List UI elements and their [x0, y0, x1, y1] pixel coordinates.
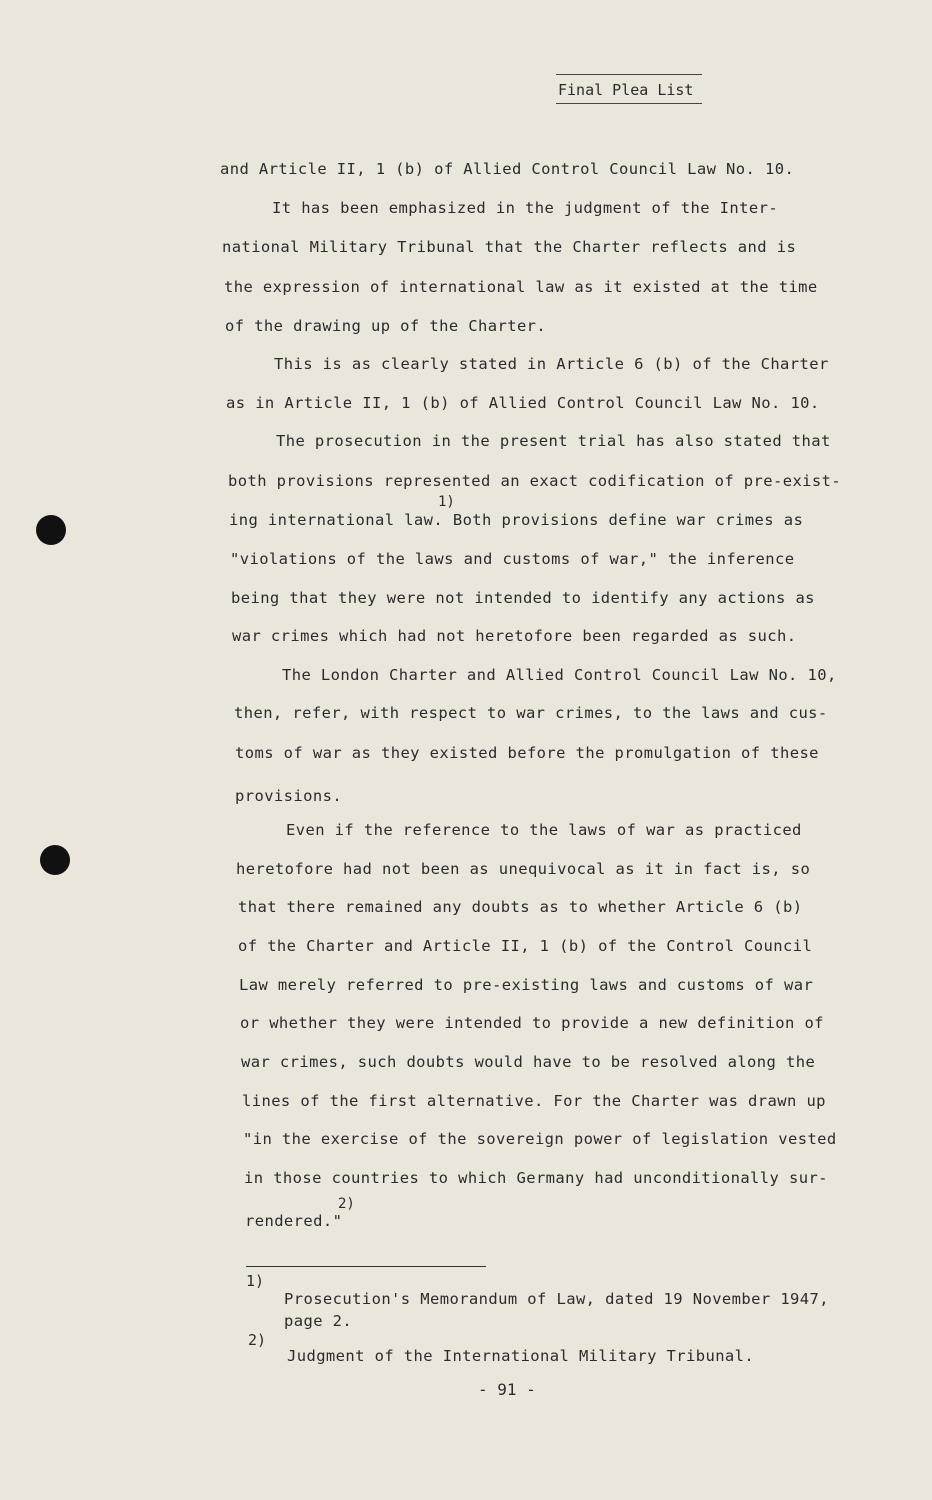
punch-hole-bottom — [40, 845, 70, 875]
body-line-17: provisions. — [235, 787, 343, 805]
body-line-14: The London Charter and Allied Control Council Law No. 10, — [282, 666, 837, 684]
footnote-1-text-cont: page 2. — [284, 1312, 353, 1330]
header-title: Final Plea List — [558, 81, 694, 99]
header-top-rule — [556, 74, 702, 75]
body-line-1: and Article II, 1 (b) of Allied Control Council Law No. 10. — [220, 160, 795, 178]
body-line-21: of the Charter and Article II, 1 (b) of the Control Council — [238, 937, 813, 955]
body-line-26: "in the exercise of the sovereign power of legislation vested — [243, 1130, 837, 1148]
body-line-10: ing international law. Both provisions define war crimes as — [229, 511, 804, 529]
body-line-16: toms of war as they existed before the promulgation of these — [235, 744, 819, 762]
body-line-4: the expression of international law as it existed at the time — [224, 278, 818, 296]
body-line-27: in those countries to which Germany had unconditionally sur- — [244, 1169, 828, 1187]
body-line-20: that there remained any doubts as to whether Article 6 (b) — [238, 898, 803, 916]
footnote-ref-2: 2) — [338, 1196, 355, 1212]
body-line-23: or whether they were intended to provide a new definition of — [240, 1014, 824, 1032]
footnote-divider — [246, 1266, 486, 1267]
body-line-28: rendered." — [245, 1212, 343, 1230]
page-header — [556, 74, 702, 104]
body-line-19: heretofore had not been as unequivocal as it in fact is, so — [236, 860, 811, 878]
body-line-13: war crimes which had not heretofore been regarded as such. — [232, 627, 797, 645]
page-number: - 91 - — [478, 1380, 536, 1399]
body-line-8: The prosecution in the present trial has also stated that — [276, 432, 831, 450]
body-line-9: both provisions represented an exact codification of pre-exist- — [228, 472, 842, 490]
footnote-1-text: Prosecution's Memorandum of Law, dated 19 November 1947, — [284, 1290, 829, 1308]
footnote-1-number: 1) — [246, 1272, 265, 1290]
body-line-22: Law merely referred to pre-existing laws and customs of war — [239, 976, 814, 994]
body-line-25: lines of the first alternative. For the Charter was drawn up — [242, 1092, 826, 1110]
body-line-15: then, refer, with respect to war crimes, to the laws and cus- — [234, 704, 828, 722]
body-line-2: It has been emphasized in the judgment of the Inter- — [272, 199, 779, 217]
footnote-ref-1: 1) — [438, 494, 455, 510]
body-line-7: as in Article II, 1 (b) of Allied Control Council Law No. 10. — [226, 394, 820, 412]
body-line-5: of the drawing up of the Charter. — [225, 317, 547, 335]
body-line-6: This is as clearly stated in Article 6 (b) of the Charter — [274, 355, 829, 373]
body-line-18: Even if the reference to the laws of war as practiced — [286, 821, 802, 839]
footnote-2-text: Judgment of the International Military Tribunal. — [287, 1347, 755, 1365]
punch-hole-top — [36, 515, 66, 545]
body-line-11: "violations of the laws and customs of war," the inference — [230, 550, 795, 568]
body-line-24: war crimes, such doubts would have to be resolved along the — [241, 1053, 816, 1071]
footnote-2-number: 2) — [248, 1331, 267, 1349]
body-line-12: being that they were not intended to identify any actions as — [231, 589, 815, 607]
body-line-3: national Military Tribunal that the Charter reflects and is — [222, 238, 797, 256]
